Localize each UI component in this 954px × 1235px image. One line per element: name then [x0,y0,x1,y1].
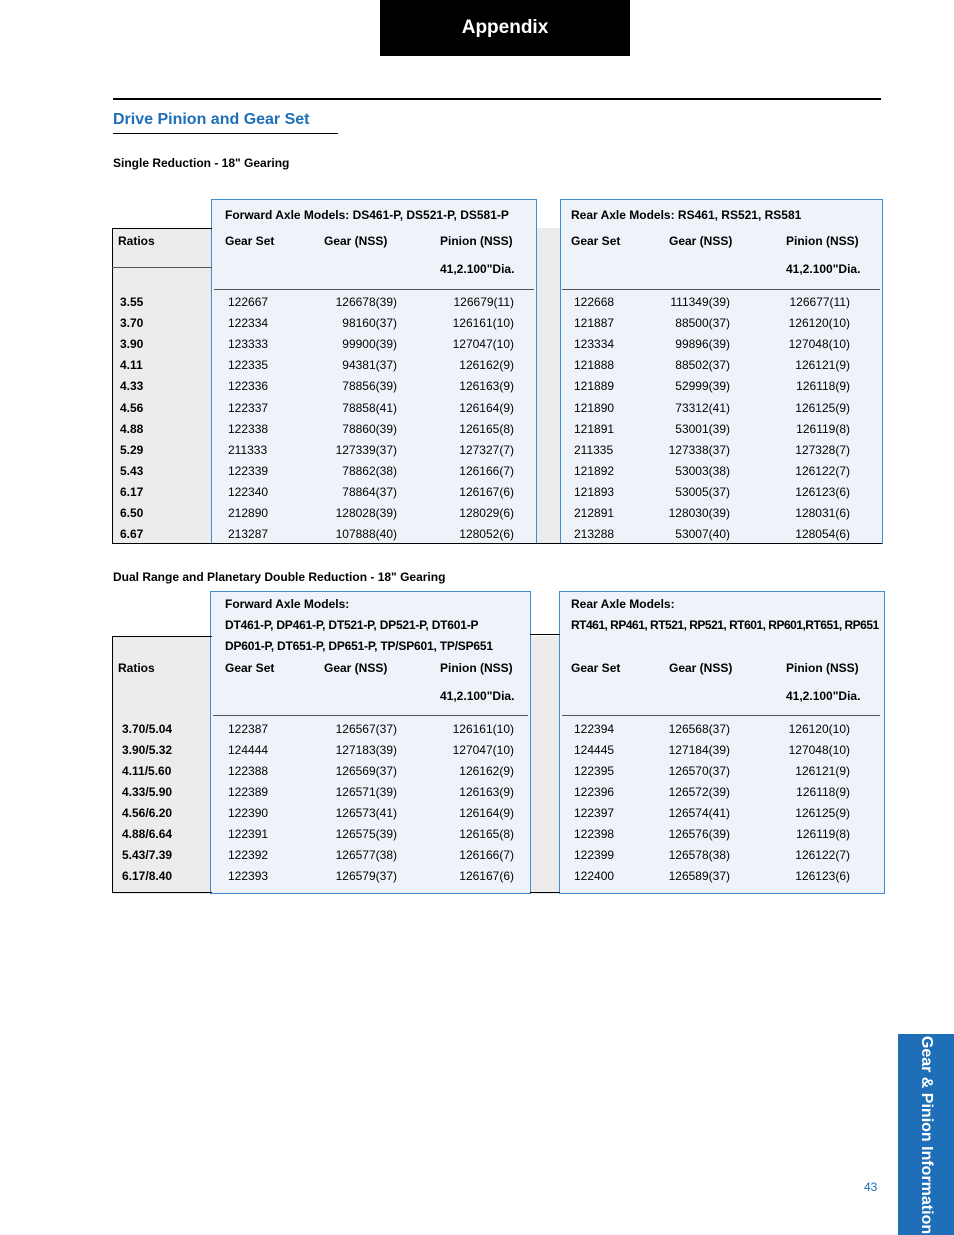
cell-rear-gear-set: 122397 [574,806,615,820]
cell-rear-pinion: 128054(6) [795,527,850,542]
cell-fwd-pinion: 126165(8) [459,827,514,841]
appendix-title: Appendix [461,17,549,38]
cell-rear-gear-set: 122394 [574,722,615,736]
table1-forward-header-rule [214,289,534,290]
table2-rear-models-1: RT461, RP461, RT521, RP521, RT601, RP601,RT651, RP651 [571,618,879,632]
cell-rear-gear-set: 121888 [574,358,615,373]
cell-fwd-gear: 127339(37) [335,442,397,457]
cell-rear-gear: 126578(38) [668,848,730,862]
cell-rear-gear: 126576(39) [668,827,730,841]
cell-fwd-gear-set: 123333 [228,337,269,352]
cell-rear-pinion: 126118(9) [796,785,850,799]
cell-ratio: 6.17/8.40 [122,869,173,883]
cell-rear-pinion: 126121(9) [795,358,850,373]
cell-fwd-pinion: 126162(9) [459,358,514,373]
cell-rear-pinion: 127328(7) [795,442,850,457]
cell-fwd-gear-set: 122392 [228,848,269,862]
cell-rear-gear: 126574(41) [668,806,730,820]
table2-fwd-gear-header: Gear (NSS) [324,661,388,675]
table1-forward-title: Forward Axle Models: DS461-P, DS521-P, DS581-P [225,208,509,222]
cell-rear-gear-set: 124445 [574,743,615,757]
cell-fwd-gear: 126575(39) [335,827,397,841]
cell-rear-gear: 53007(40) [675,527,730,542]
cell-fwd-pinion: 126163(9) [459,785,514,799]
cell-fwd-pinion: 126164(9) [459,806,514,820]
cell-fwd-pinion: 126166(7) [459,848,514,862]
cell-ratio: 4.88 [120,421,144,436]
cell-fwd-gear-set: 122335 [228,358,269,373]
cell-rear-gear: 111349(39) [670,295,730,309]
cell-rear-gear: 127184(39) [668,743,730,757]
page-number: 43 [864,1180,878,1194]
cell-rear-gear: 53005(37) [675,484,730,499]
cell-rear-pinion: 126122(7) [795,463,850,478]
cell-rear-gear: 128030(39) [668,506,730,520]
table1-left-rule [112,228,113,544]
section-title: Drive Pinion and Gear Set [113,111,310,128]
cell-fwd-gear-set: 122391 [228,827,269,841]
table2-ratios-header: Ratios [118,661,155,675]
cell-fwd-gear-set: 124444 [228,743,269,757]
cell-rear-gear-set: 122398 [574,827,615,841]
table2-rear-pinion-header: Pinion (NSS) [786,661,859,675]
cell-fwd-gear-set: 122667 [228,295,269,309]
cell-rear-gear: 88502(37) [675,358,730,373]
table1-fwd-pinion-header: Pinion (NSS) [440,234,513,248]
cell-rear-gear-set: 122396 [574,785,615,799]
cell-fwd-pinion: 126679(11) [453,295,514,309]
cell-rear-gear-set: 213288 [574,527,615,542]
cell-ratio: 3.90/5.32 [122,743,173,757]
table2-rear-gear-set-header: Gear Set [571,661,621,675]
cell-fwd-gear-set: 122389 [228,785,269,799]
cell-fwd-pinion: 126164(9) [459,400,514,415]
cell-rear-pinion: 126120(10) [788,722,850,736]
cell-rear-pinion: 126120(10) [788,316,850,331]
table2-subtitle: Dual Range and Planetary Double Reduction - 18" Gearing [113,570,446,584]
table2-left-rule [112,636,113,893]
table1-rear-pinion-header: Pinion (NSS) [786,234,859,248]
table2-forward-header-rule [213,715,528,716]
table2-top-rule [112,636,212,637]
cell-ratio: 5.43 [120,463,144,478]
cell-fwd-pinion: 127327(7) [459,442,514,457]
cell-fwd-gear: 126577(38) [335,848,397,862]
table1-rear-dia: 41,2.100"Dia. [786,262,861,276]
cell-fwd-pinion: 126167(6) [459,869,514,883]
cell-ratio: 4.11/5.60 [122,764,172,778]
cell-ratio: 6.67 [120,527,144,542]
cell-fwd-gear: 99900(39) [342,337,397,352]
cell-rear-gear: 126589(37) [668,869,730,883]
cell-fwd-gear: 78862(38) [342,463,397,478]
table1-rear-header-rule [562,289,880,290]
cell-rear-gear: 126570(37) [668,764,730,778]
cell-fwd-gear: 78860(39) [342,421,397,436]
side-tab-label: Gear & Pinion Information [918,1035,935,1234]
cell-rear-gear-set: 121891 [574,421,615,436]
table2-fwd-gear-set-header: Gear Set [225,661,275,675]
cell-fwd-gear: 126573(41) [335,806,397,820]
cell-ratio: 4.33 [120,379,144,394]
cell-rear-pinion: 126677(11) [789,295,850,309]
cell-fwd-gear: 126567(37) [335,722,397,736]
cell-rear-gear-set: 121893 [574,484,615,499]
cell-rear-pinion: 126118(9) [796,379,850,394]
cell-rear-gear-set: 122668 [574,295,615,309]
table1-rear-gear-header: Gear (NSS) [669,234,733,248]
table2-gap-top-rule [530,634,560,635]
cell-rear-gear-set: 212891 [574,506,615,520]
cell-rear-pinion: 126125(9) [795,400,850,415]
cell-ratio: 3.70/5.04 [122,722,173,736]
table2-rear-header-rule [562,715,880,716]
table2-rear-title: Rear Axle Models: [571,597,675,611]
cell-fwd-gear-set: 122387 [228,722,269,736]
cell-fwd-pinion: 126163(9) [459,379,514,394]
cell-rear-pinion: 128031(6) [795,506,850,520]
cell-ratio: 4.11 [120,358,143,373]
cell-rear-gear: 52999(39) [675,379,730,394]
table1-subtitle: Single Reduction - 18" Gearing [113,156,290,170]
cell-fwd-pinion: 128029(6) [459,506,514,520]
table1-fwd-dia: 41,2.100"Dia. [440,262,515,276]
cell-fwd-gear: 78864(37) [342,484,397,499]
cell-rear-pinion: 126119(8) [796,421,850,436]
side-tab [898,1034,954,1235]
cell-rear-gear-set: 211335 [574,442,614,457]
cell-ratio: 5.43/7.39 [122,848,173,862]
table1-fwd-gear-set-header: Gear Set [225,234,275,248]
table2-rear-gear-header: Gear (NSS) [669,661,733,675]
cell-fwd-gear-set: 211333 [228,442,268,457]
cell-ratio: 4.56 [120,400,144,415]
cell-ratio: 3.55 [120,295,144,309]
table1-bottom-rule [112,543,882,544]
cell-fwd-gear: 126571(39) [335,785,397,799]
cell-fwd-gear: 128028(39) [335,506,397,520]
cell-ratio: 5.29 [120,442,144,457]
cell-rear-gear-set: 121887 [574,316,615,331]
cell-fwd-gear-set: 122337 [228,400,269,415]
cell-rear-gear: 127338(37) [668,442,730,457]
cell-rear-pinion: 127048(10) [788,337,850,352]
table1-top-rule [112,228,212,229]
table1-ratios-header-rule [112,267,212,268]
cell-rear-gear: 73312(41) [675,400,730,415]
cell-fwd-pinion: 127047(10) [452,743,514,757]
cell-rear-pinion: 127048(10) [788,743,850,757]
table1-fwd-gear-header: Gear (NSS) [324,234,388,248]
cell-fwd-gear: 98160(37) [342,316,397,331]
cell-fwd-gear-set: 122393 [228,869,269,883]
table1-ratios-header: Ratios [118,234,155,248]
table2-forward-title: Forward Axle Models: [225,597,350,611]
cell-ratio: 6.17 [120,484,144,499]
cell-fwd-gear-set: 212890 [228,506,269,520]
cell-rear-gear: 126572(39) [668,785,730,799]
cell-rear-pinion: 126123(6) [795,869,850,883]
table2-bottom-rule-left [112,892,212,893]
table2-rear-dia: 41,2.100"Dia. [786,689,861,703]
cell-ratio: 3.90 [120,337,144,352]
cell-rear-gear-set: 122400 [574,869,615,883]
cell-fwd-gear: 127183(39) [335,743,397,757]
section-title-underline [113,133,338,134]
cell-ratio: 4.33/5.90 [122,785,173,799]
cell-rear-pinion: 126121(9) [795,764,850,778]
cell-fwd-gear: 126678(39) [335,295,397,309]
cell-rear-gear: 88500(37) [675,316,730,331]
table2-forward-models-2: DP601-P, DT651-P, DP651-P, TP/SP601, TP/SP651 [225,639,493,653]
cell-fwd-gear: 126569(37) [335,764,397,778]
cell-fwd-gear: 78856(39) [342,379,397,394]
cell-fwd-gear-set: 122390 [228,806,269,820]
appendix-header [380,0,630,56]
cell-rear-gear-set: 121892 [574,463,615,478]
cell-rear-gear: 99896(39) [675,337,730,352]
cell-rear-pinion: 126119(8) [796,827,850,841]
cell-fwd-gear-set: 122339 [228,463,269,478]
cell-rear-gear-set: 122399 [574,848,615,862]
cell-fwd-gear-set: 122338 [228,421,269,436]
table2-forward-models-1: DT461-P, DP461-P, DT521-P, DP521-P, DT601-P [225,618,479,632]
table2-bottom-rule-gap [530,892,560,893]
cell-fwd-gear: 94381(37) [342,358,397,373]
cell-rear-gear: 53003(38) [675,463,730,478]
cell-fwd-pinion: 127047(10) [452,337,514,352]
cell-rear-gear: 53001(39) [675,421,730,436]
table1-gap-panel [537,228,560,544]
cell-ratio: 4.88/6.64 [122,827,173,841]
cell-fwd-gear-set: 122388 [228,764,269,778]
cell-rear-gear-set: 123334 [574,337,615,352]
cell-rear-pinion: 126123(6) [795,484,850,499]
cell-fwd-gear-set: 213287 [228,527,269,542]
header-rule [113,98,881,100]
cell-rear-gear-set: 121889 [574,379,615,394]
table2-fwd-dia: 41,2.100"Dia. [440,689,515,703]
cell-fwd-gear: 126579(37) [335,869,397,883]
cell-fwd-gear: 78858(41) [342,400,397,415]
table1-rear-title: Rear Axle Models: RS461, RS521, RS581 [571,208,802,222]
cell-fwd-pinion: 126166(7) [459,463,514,478]
cell-rear-gear-set: 121890 [574,400,615,415]
cell-fwd-pinion: 126161(10) [452,316,514,331]
cell-rear-pinion: 126122(7) [795,848,850,862]
cell-ratio: 3.70 [120,316,144,331]
cell-rear-pinion: 126125(9) [795,806,850,820]
cell-fwd-pinion: 126161(10) [452,722,514,736]
cell-fwd-gear-set: 122334 [228,316,269,331]
cell-fwd-gear-set: 122340 [228,484,269,499]
table2-fwd-pinion-header: Pinion (NSS) [440,661,513,675]
cell-ratio: 6.50 [120,506,144,520]
cell-rear-gear-set: 122395 [574,764,615,778]
cell-ratio: 4.56/6.20 [122,806,173,820]
cell-rear-gear: 126568(37) [668,722,730,736]
cell-fwd-pinion: 128052(6) [459,527,514,542]
cell-fwd-gear-set: 122336 [228,379,269,394]
cell-fwd-pinion: 126162(9) [459,764,514,778]
cell-fwd-pinion: 126165(8) [459,421,514,436]
table1-rear-gear-set-header: Gear Set [571,234,621,248]
cell-fwd-pinion: 126167(6) [459,484,514,499]
cell-fwd-gear: 107888(40) [335,527,397,542]
table2-gap-panel [530,636,560,894]
